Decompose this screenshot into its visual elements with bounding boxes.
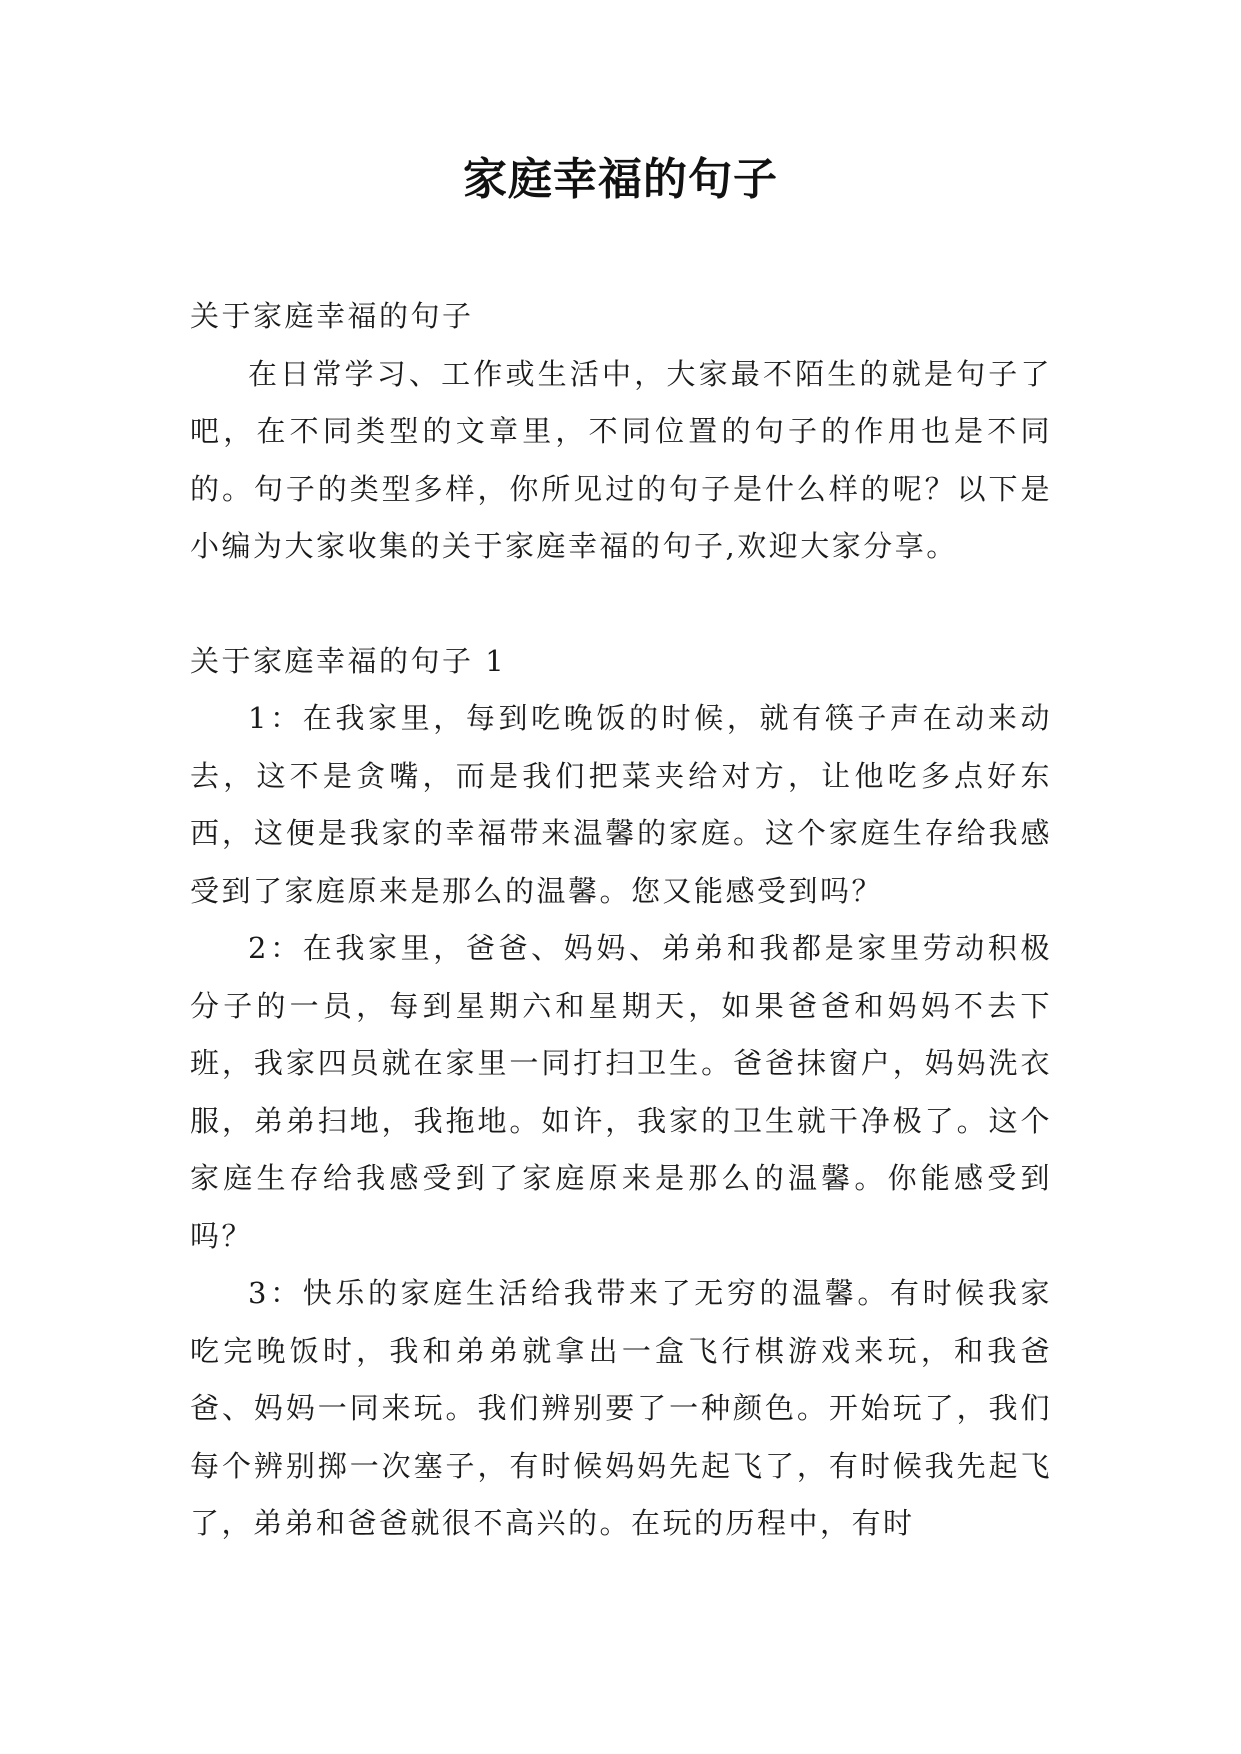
list-item: 2：在我家里，爸爸、妈妈、弟弟和我都是家里劳动积极分子的一员，每到星期六和星期天，如果爸爸和妈妈不去下班，我家四员就在家里一同打扫卫生。爸爸抹窗户，妈妈洗衣服，弟弟扫地，我拖地。如许，我家的卫生就干净极了。这个家庭生存给我感受到了家庭原来是那么的温馨。你能感受到吗？ (190, 931, 1052, 1253)
intro-heading: 关于家庭幸福的句子 (190, 299, 474, 333)
list-item: 3：快乐的家庭生活给我带来了无穷的温馨。有时候我家吃完晚饭时，我和弟弟就拿出一盒飞行棋游戏来玩，和我爸爸、妈妈一同来玩。我们辨别要了一种颜色。开始玩了，我们每个辨别掷一次塞子，有时候妈妈先起飞了，有时候我先起飞了，弟弟和爸爸就很不高兴的。在玩的历程中，有时 (190, 1276, 1052, 1540)
section-spacer (190, 576, 1052, 633)
list-item: 1：在我家里，每到吃晚饭的时候，就有筷子声在动来动去，这不是贪嘴，而是我们把菜夹给对方，让他吃多点好东西，这便是我家的幸福带来温馨的家庭。这个家庭生存给我感受到了家庭原来是那么的温馨。您又能感受到吗？ (190, 701, 1052, 908)
intro-paragraph: 在日常学习、工作或生活中，大家最不陌生的就是句子了吧，在不同类型的文章里，不同位置的句子的作用也是不同的。句子的类型多样，你所见过的句子是什么样的呢？以下是小编为大家收集的关于家庭幸福的句子,欢迎大家分享。 (190, 356, 1052, 563)
document-title: 家庭幸福的句子 (463, 154, 778, 205)
section-heading: 关于家庭幸福的句子 1 (190, 643, 507, 678)
document-body (190, 288, 1052, 1553)
